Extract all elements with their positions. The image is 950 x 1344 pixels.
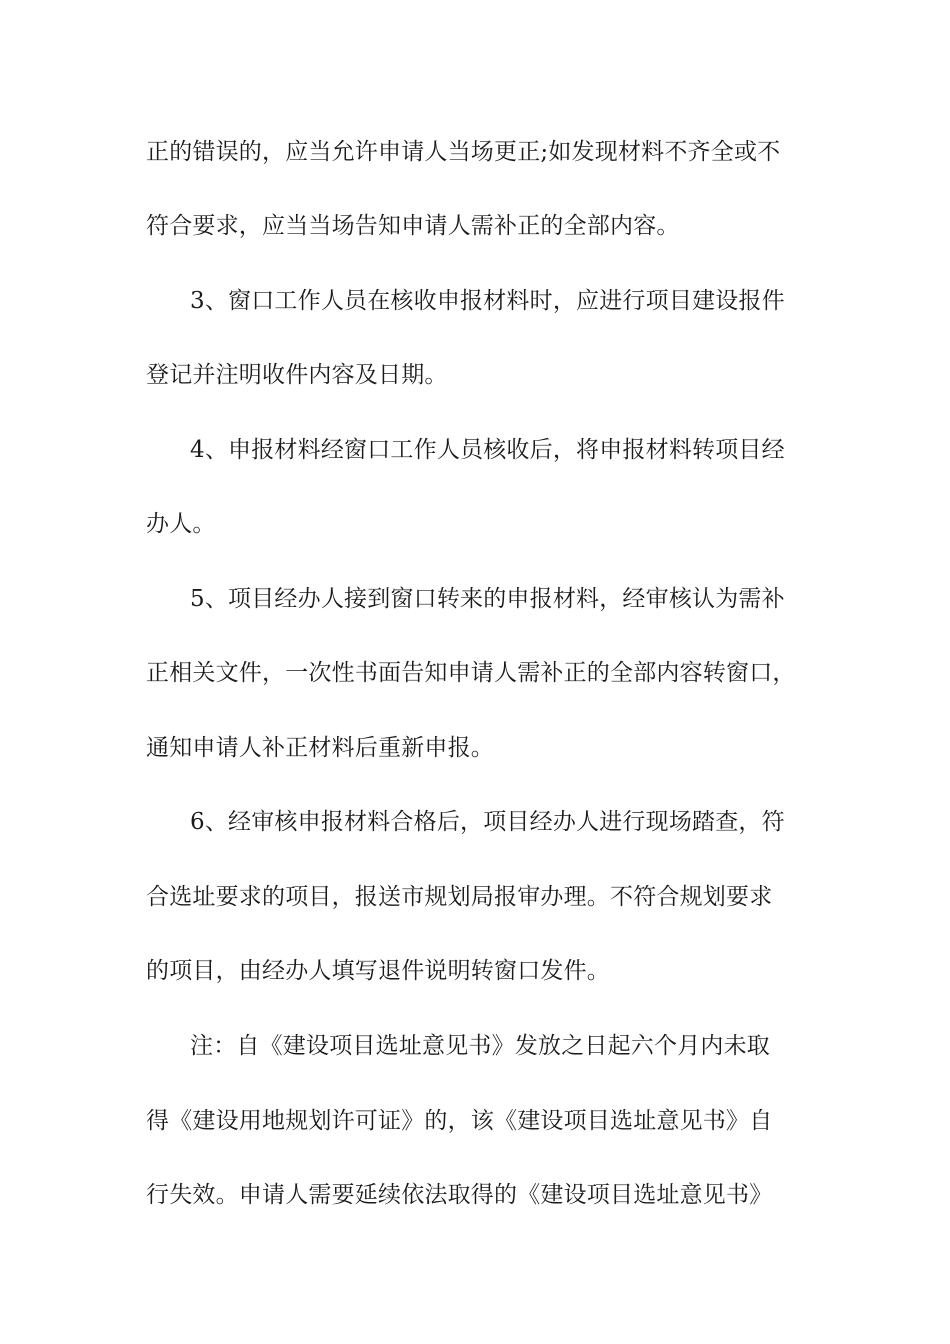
paragraph-6-line: 6、经审核申报材料合格后，项目经办人进行现场踏查，符: [190, 809, 785, 835]
text-line: 的项目，由经办人填写退件说明转窗口发件。: [146, 958, 610, 984]
text-line: 行失效。申请人需要延续依法取得的《建设项目选址意见书》: [146, 1182, 773, 1208]
text-line: 合选址要求的项目，报送市规划局报审办理。不符合规划要求: [146, 884, 773, 910]
paragraph-4-line: 4、申报材料经窗口工作人员核收后，将申报材料转项目经: [190, 437, 785, 463]
text-line: 登记并注明收件内容及日期。: [146, 362, 448, 388]
text-line: 通知申请人补正材料后重新申报。: [146, 735, 494, 761]
text-line: 正的错误的，应当允许申请人当场更正;如发现材料不齐全或不: [146, 139, 781, 165]
text-line: 符合要求，应当当场告知申请人需补正的全部内容。: [146, 213, 680, 239]
paragraph-3-line: 3、窗口工作人员在核收申报材料时，应进行项目建设报件: [190, 288, 785, 314]
note-line: 注：自《建设项目选址意见书》发放之日起六个月内未取: [190, 1033, 770, 1059]
text-line: 得《建设用地规划许可证》的，该《建设项目选址意见书》自: [146, 1108, 773, 1134]
text-line: 正相关文件，一次性书面告知申请人需补正的全部内容转窗口，: [146, 660, 796, 686]
paragraph-5-line: 5、项目经办人接到窗口转来的申报材料，经审核认为需补: [190, 586, 785, 612]
text-line: 办人。: [146, 511, 216, 537]
